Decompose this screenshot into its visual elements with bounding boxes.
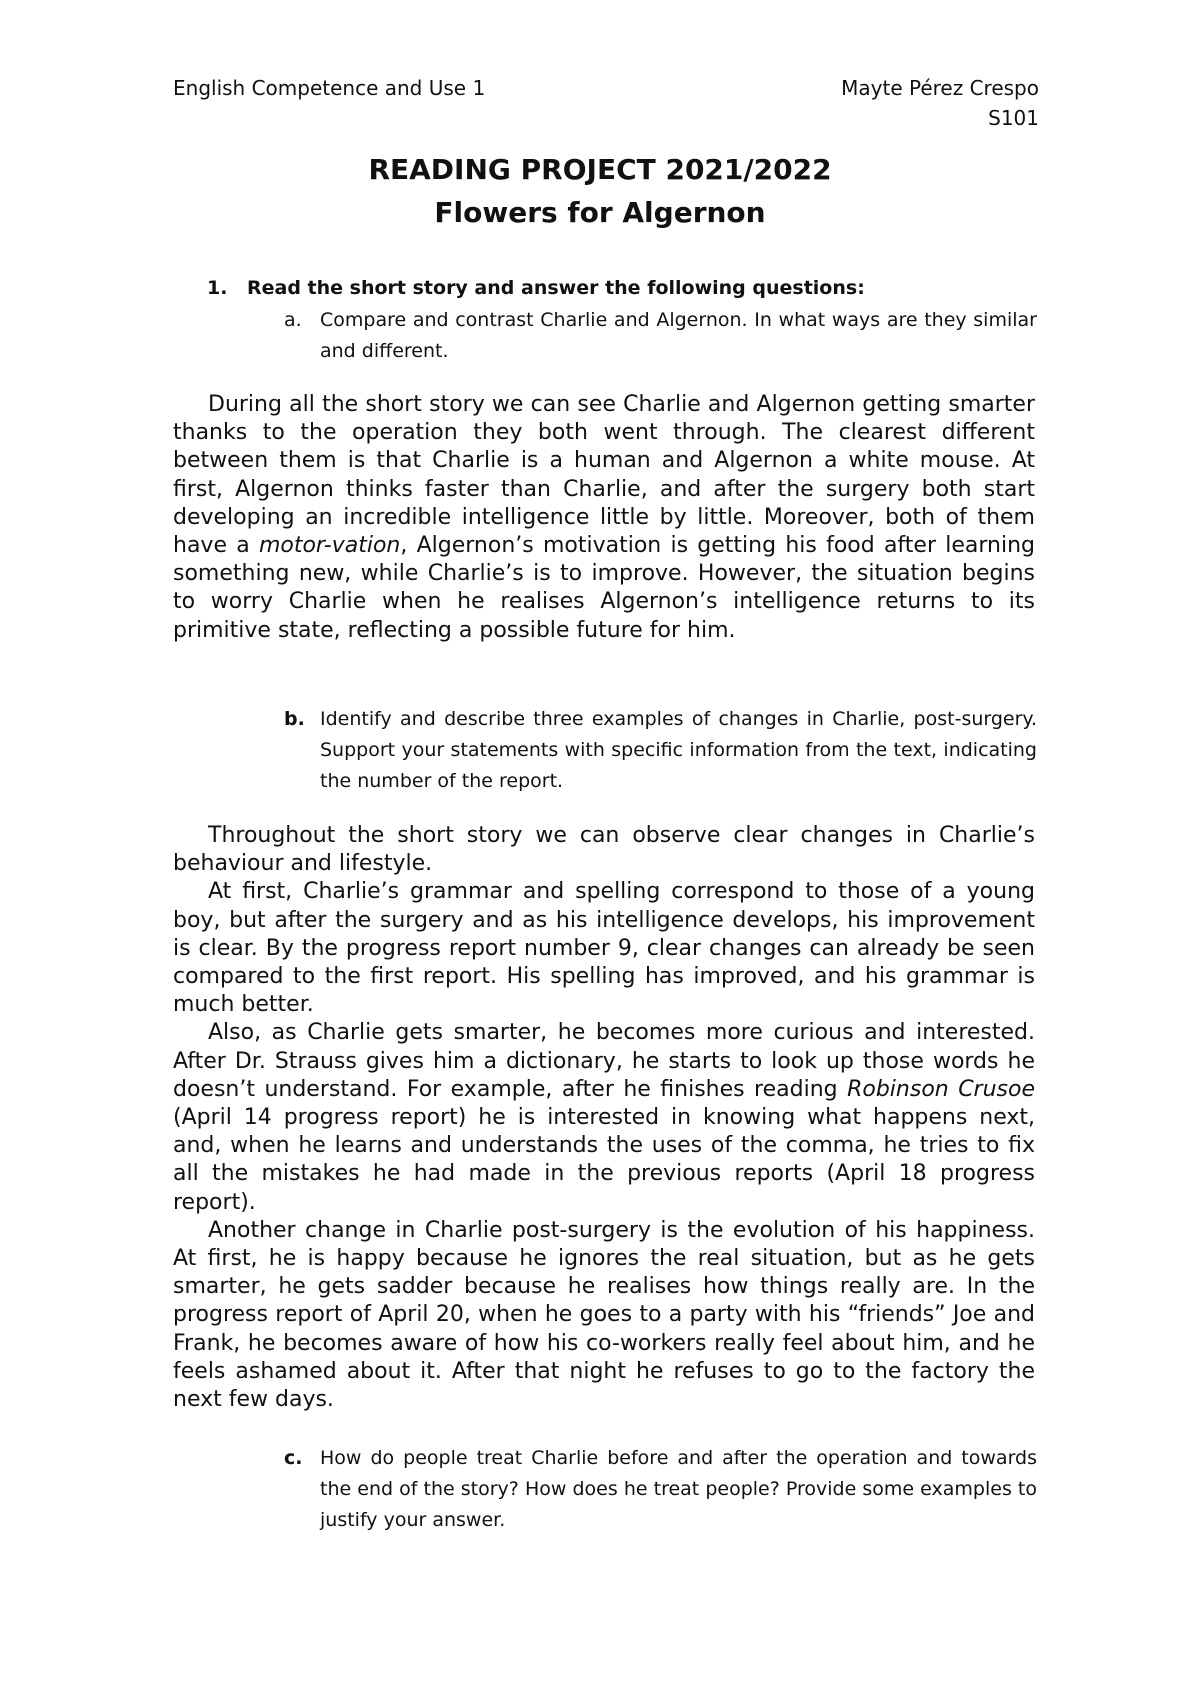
answer-a-emphasis: motor-vation <box>258 533 401 559</box>
answer-b <box>173 822 1035 1414</box>
answer-b-paragraph-1: At first, Charlie’s grammar and spelling correspond to those of a young boy, but after the surgery and as his intelligence develops, his improvement is clear. By the progress report number 9, clear changes can already be seen compared to the first report. His spelling has improved, and his grammar is much better. <box>173 879 1035 1018</box>
question-a-text: Compare and contrast Charlie and Algernon. In what ways are they similar and different. <box>320 309 1037 362</box>
answer-b-intro: Throughout the short story we can observe clear changes in Charlie’s behaviour and lifestyle. <box>173 823 1035 877</box>
answer-a <box>173 391 1035 645</box>
book-title: Robinson Crusoe <box>847 1076 1035 1102</box>
answer-b-p2-text-2: (April 14 progress report) he is interested in knowing what happens next, and, when he learns and understands the uses of the comma, he tries to fix all the mistakes he had made in the previous reports (April 18 progress report). <box>173 1105 1035 1215</box>
question-b-letter: b. <box>284 708 305 730</box>
answer-a-text-2: , Algernon’s motivation is getting his food after learning something new, while Charlie’s is to improve. However, the situation begins to worry Charlie when he realises Algernon’s intelligence returns to its primitive state, reflecting a possible future for him. <box>173 533 1035 643</box>
answer-a-text-1: During all the short story we can see Charlie and Algernon getting smarter thanks to the operation they both went through. The clearest different between them is that Charlie is a human and Algernon a white mouse. At first, Algernon thinks faster than Charlie, and after the surgery both start developing an incredible intelligence little by little. Moreover, both of them have a <box>173 392 1035 559</box>
document-subtitle: Flowers for Algernon <box>434 196 766 229</box>
question-a-letter: a. <box>284 309 302 331</box>
question-c-letter: c. <box>284 1447 303 1469</box>
answer-b-p2-text-1: Also, as Charlie gets smarter, he becomes more curious and interested. After Dr. Strauss gives him a dictionary, he starts to look up those words he doesn’t understand. For example, after he finishes reading <box>173 1020 1035 1102</box>
question-b-text: Identify and describe three examples of changes in Charlie, post-surgery. Support your statements with specific information from the text, indicating the number of the report. <box>320 708 1037 792</box>
answer-a-paragraph <box>173 391 1035 645</box>
question-c-text: How do people treat Charlie before and after the operation and towards the end of the story? How does he treat people? Provide some examples to justify your answer. <box>320 1447 1037 1531</box>
group-code: S101 <box>988 106 1039 130</box>
author-name: Mayte Pérez Crespo <box>841 76 1039 100</box>
instruction-text: Read the short story and answer the following questions: <box>247 277 865 299</box>
answer-b-paragraph-3: Another change in Charlie post-surgery is the evolution of his happiness. At first, he is happy because he ignores the real situation, but as he gets smarter, he gets sadder because he realises how things really are. In the progress report of April 20, when he goes to a party with his “friends” Joe and Frank, he becomes aware of how his co-workers really feel about him, and he feels ashamed about it. After that night he refuses to go to the factory the next few days. <box>173 1217 1035 1413</box>
answer-b-paragraph-2 <box>173 1019 1035 1216</box>
instruction-number: 1. <box>207 277 228 299</box>
document-title: READING PROJECT 2021/2022 <box>368 153 832 186</box>
course-name: English Competence and Use 1 <box>173 76 486 100</box>
